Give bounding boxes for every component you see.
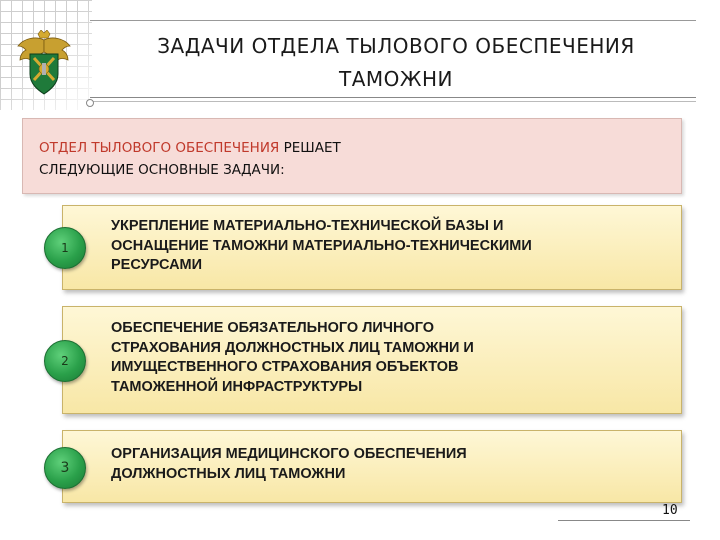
intro-line-1 xyxy=(39,137,665,159)
page-title-line-2: ТАМОЖНИ xyxy=(339,67,453,91)
task-2-line-3: ИМУЩЕСТВЕННОГО СТРАХОВАНИЯ ОБЪЕКТОВ xyxy=(111,359,459,375)
page-title xyxy=(96,30,696,96)
task-box-1 xyxy=(62,205,682,290)
task-number-1: 1 xyxy=(44,227,86,269)
task-1-line-1: УКРЕПЛЕНИЕ МАТЕРИАЛЬНО-ТЕХНИЧЕСКОЙ БАЗЫ И xyxy=(111,218,504,234)
intro-accent: ОТДЕЛ ТЫЛОВОГО ОБЕСПЕЧЕНИЯ xyxy=(39,140,280,156)
task-text-1 xyxy=(111,217,665,276)
title-rule-bottom xyxy=(90,97,696,98)
title-rule-ring xyxy=(86,99,94,107)
task-2-line-2: СТРАХОВАНИЯ ДОЛЖНОСТНЫХ ЛИЦ ТАМОЖНИ И xyxy=(111,339,474,356)
title-rule-bottom-2 xyxy=(90,101,696,102)
task-text-3 xyxy=(111,445,665,484)
intro-line-2: СЛЕДУЮЩИЕ ОСНОВНЫЕ ЗАДАЧИ: xyxy=(39,162,285,178)
page-title-line-1: ЗАДАЧИ ОТДЕЛА ТЫЛОВОГО ОБЕСПЕЧЕНИЯ xyxy=(157,34,635,58)
title-rule-top xyxy=(90,20,696,21)
customs-emblem-icon xyxy=(14,30,74,96)
task-1-line-2: ОСНАЩЕНИЕ ТАМОЖНИ МАТЕРИАЛЬНО-ТЕХНИЧЕСКИМИ xyxy=(111,237,532,254)
task-number-3: 3 xyxy=(44,447,86,489)
task-box-3 xyxy=(62,430,682,503)
task-3-line-1: ОРГАНИЗАЦИЯ МЕДИЦИНСКОГО ОБЕСПЕЧЕНИЯ xyxy=(111,446,467,462)
task-3-line-2: ДОЛЖНОСТНЫХ ЛИЦ ТАМОЖНИ xyxy=(111,465,346,482)
intro-rest: РЕШАЕТ xyxy=(279,140,341,156)
page-number: 10 xyxy=(662,503,678,518)
task-1-line-3: РЕСУРСАМИ xyxy=(111,257,203,273)
task-2-line-1: ОБЕСПЕЧЕНИЕ ОБЯЗАТЕЛЬНОГО ЛИЧНОГО xyxy=(111,320,435,336)
page-number-rule xyxy=(558,520,690,521)
task-2-line-4: ТАМОЖЕННОЙ ИНФРАСТРУКТУРЫ xyxy=(111,378,363,395)
task-box-2 xyxy=(62,306,682,414)
intro-box xyxy=(22,118,682,194)
task-number-2: 2 xyxy=(44,340,86,382)
task-text-2 xyxy=(111,319,665,397)
